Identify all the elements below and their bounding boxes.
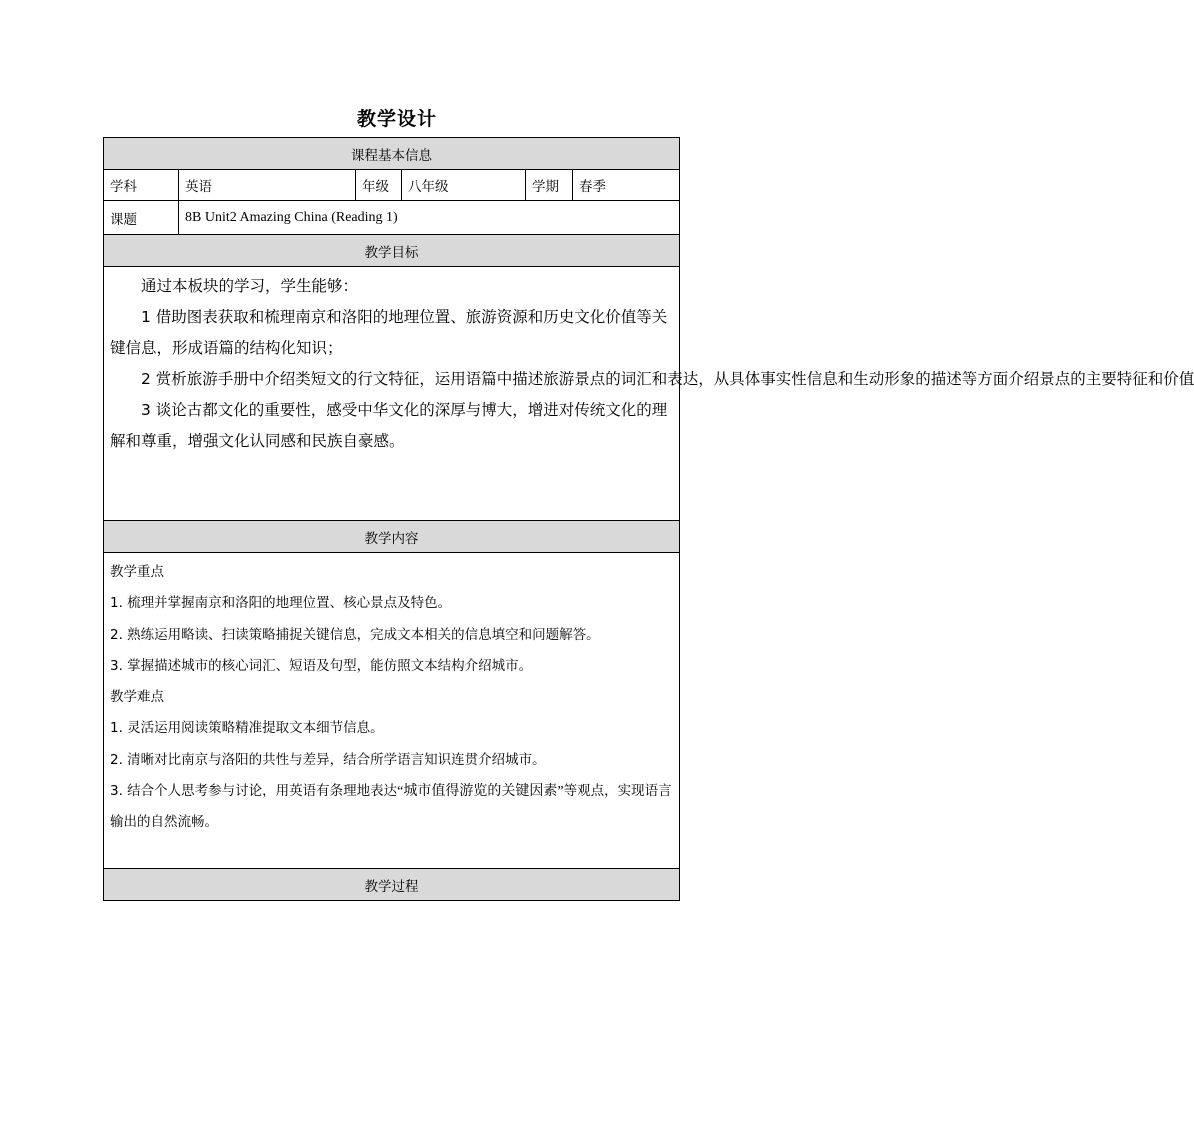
grade-value: 八年级	[402, 170, 526, 201]
topic-value: 8B Unit2 Amazing China (Reading 1)	[179, 201, 680, 235]
difficult-point-text: 等观点，实现语言输出的自然流畅。	[110, 783, 672, 831]
section-content: 教学内容	[104, 521, 680, 553]
term-label: 学期	[526, 170, 573, 201]
key-points-heading: 教学重点	[110, 564, 164, 580]
lesson-plan-table	[103, 137, 1194, 901]
document-title: 教学设计	[356, 108, 437, 130]
section-process: 教学过程	[104, 869, 680, 901]
subject-label: 学科	[104, 170, 179, 201]
term-value: 春季	[573, 170, 680, 201]
section-goals: 教学目标	[104, 235, 680, 267]
goals-intro: 通过本板块的学习，学生能够：	[141, 277, 359, 295]
section-basic-info: 课程基本信息	[104, 138, 680, 170]
key-point-item: 2. 熟练运用略读、扫读策略捕捉关键信息，完成文本相关的信息填空和问题解答。	[110, 626, 600, 643]
key-point-item: 3. 掌握描述城市的核心词汇、短语及句型，能仿照文本结构介绍城市。	[110, 657, 533, 674]
subject-value: 英语	[179, 170, 356, 201]
goal-item: 1 借助图表获取和梳理南京和洛阳的地理位置、旅游资源和历史文化价值等关键信息，形成语篇的结构化知识；	[110, 308, 668, 357]
difficult-point-quote: “城市值得游览的关键因素”	[397, 784, 564, 800]
difficult-point-item	[110, 776, 673, 839]
difficult-point-item: 1. 灵活运用阅读策略精准提取文本细节信息。	[110, 720, 384, 737]
topic-label: 课题	[104, 201, 179, 235]
content-cell	[104, 553, 680, 869]
goal-item: 2 赏析旅游手册中介绍类短文的行文特征，运用语篇中描述旅游景点的词汇和表达，从具体事实性信息和生动形象的描述等方面介绍景点的主要特征和价值	[141, 370, 1194, 388]
difficult-point-text: 3. 结合个人思考参与讨论，用英语有条理地表达	[110, 783, 398, 800]
difficult-point-item: 2. 清晰对比南京与洛阳的共性与差异，结合所学语言知识连贯介绍城市。	[110, 751, 546, 768]
goal-item: 3 谈论古都文化的重要性，感受中华文化的深厚与博大，增进对传统文化的理解和尊重，增强文化认同感和民族自豪感。	[110, 401, 668, 450]
goals-cell	[104, 267, 1194, 521]
difficult-points-heading: 教学难点	[110, 689, 164, 706]
key-point-item: 1. 梳理并掌握南京和洛阳的地理位置、核心景点及特色。	[110, 595, 452, 612]
grade-label: 年级	[356, 170, 402, 201]
